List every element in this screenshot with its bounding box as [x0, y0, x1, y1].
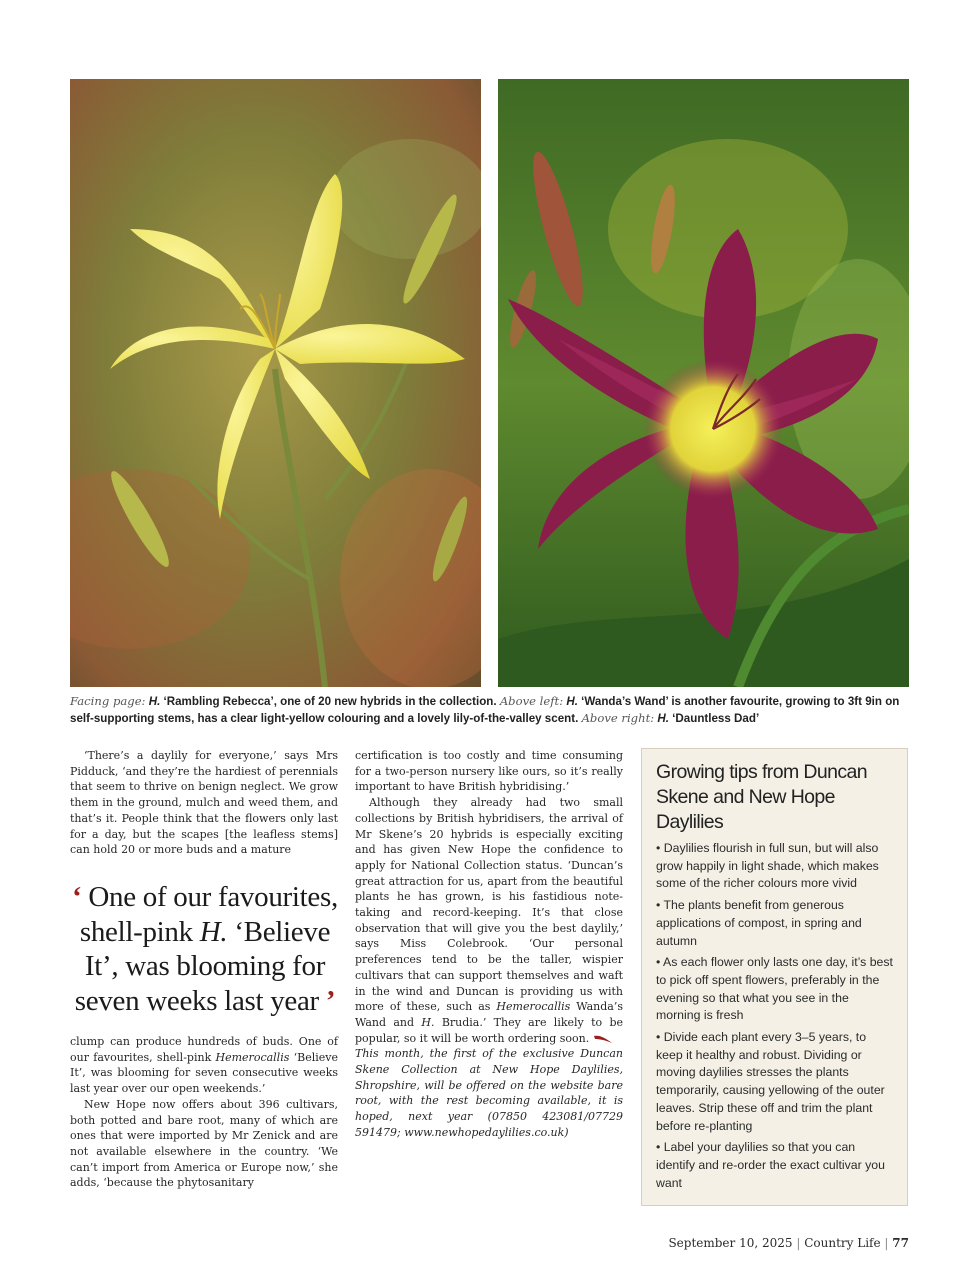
tip-item: • Label your daylilies so that you can identify and re-order the exact cultivar you want [656, 1140, 885, 1190]
article-column-1-bottom [70, 1034, 338, 1191]
tip-item: • Daylilies flourish in full sun, but will also grow happily in light shade, which makes some of the richer colours more vivid [656, 841, 879, 891]
close-quote-mark: ’ [325, 984, 336, 1017]
caption-text-facing-page: ‘Rambling Rebecca’, one of 20 new hybrids in the collection. [160, 695, 500, 708]
article-paragraph: ‘There’s a daylily for everyone,’ says Mrs Pidduck, ‘and they’re the hardiest of perennials that seem to thrive on benign neglect. We grow them in the ground, mulch and weed them, and that’s it. People think that the flowers only last for a day, but the scapes [the leafless stems] can hold 20 or more buds and a mature [70, 749, 338, 857]
yellow-daylily-illustration [70, 79, 481, 687]
caption-label-facing-page: Facing page: [70, 694, 146, 708]
text-run: ‘Believe It’, was blooming for seven consecutive weeks last year over our open weekends.’ [70, 1050, 339, 1096]
growing-tips-sidebar [641, 748, 908, 1206]
article-column-1-top [70, 748, 338, 858]
pull-quote-text-b: ‘Believe It’, was blooming for seven weeks last year [74, 915, 331, 1017]
magenta-daylily-illustration [498, 79, 909, 687]
pull-quote [64, 880, 346, 1018]
caption-text-above-left: ‘Wanda’s Wand’ is another favourite, growing to 3ft 9in on self-supporting stems, has a clear light-yellow colouring and a lovely lily-of-the-valley scent. [70, 695, 900, 725]
photo-yellow-daylily [70, 79, 481, 687]
tip-item: • As each flower only lasts one day, it’s best to pick off spent flowers, preferably in the evening so that what you see in the morning is fresh [656, 955, 893, 1023]
caption-genus: H. [148, 695, 161, 708]
page-footer [668, 1236, 909, 1250]
end-mark-icon [593, 1034, 613, 1044]
caption-genus: H. [657, 712, 669, 725]
pull-quote-genus: H. [199, 915, 228, 948]
article-paragraph: New Hope now offers about 396 cultivars, both potted and bare root, many of which are ones that were imported by Mr Zenick and are not available elsewhere in the country. ‘We can’t import from America or Europe now,’ she adds, ‘because the phytosanitary [70, 1097, 338, 1190]
page-number: 77 [892, 1236, 909, 1250]
text-run: Wanda’s Wand and [355, 1000, 624, 1029]
pull-quote-text-a: One of our favourites, shell-pink [79, 881, 338, 948]
text-run: clump can produce hundreds of buds. One of our favourites, shell-pink [70, 1035, 338, 1064]
text-run: Although they already had two small collections by British hybridisers, the arrival of Mr Skene’s 20 hybrids is especially exciting and has given New Hope the confidence to apply for National Collection status. ‘Duncan’s great attraction for us, apart from the beautiful plants he has grown, is his fastidious note-taking and record-keeping. It’s that close observation that will give you the best daylily,’ says Miss Colebrook. ‘Our personal preferences tend to be the taller, wispier cultivars that can support themselves and waft in the wind and Duncan is providing us with more of these, such as [355, 796, 623, 1014]
article-paragraph [355, 795, 623, 1046]
open-quote-mark: ‘ [72, 881, 82, 913]
article-note: This month, the first of the exclusive Duncan Skene Collection at New Hope Daylilies, Shropshire, will be offered on the website bare root, with the rest becoming available, it is hoped, next year (07850 423081/07729 591479; www.newhopedaylilies.co.uk) [355, 1047, 623, 1139]
text-run: Brudia.’ They are likely to be popular, so it will be worth ordering soon. [355, 1015, 624, 1045]
publication-name: Country Life [804, 1236, 881, 1250]
caption-genus: H. [566, 695, 578, 708]
caption-text-above-right: ‘Dauntless Dad’ [668, 712, 760, 725]
article-paragraph: certification is too costly and time consuming for a two-person nursery like ours, so it’s really important to have British hybridising.’ [355, 749, 623, 794]
tip-item: • Divide each plant every 3–5 years, to keep it healthy and robust. Dividing or moving daylilies stresses the plants temporarily, causing yellowing of the outer leaves. Strip these off and trim the plant before re-planting [656, 1030, 885, 1133]
caption-label-above-right: Above right: [581, 711, 655, 725]
footer-separator: | [796, 1236, 801, 1250]
article-column-2 [355, 748, 623, 1141]
genus-name: Hemerocallis [496, 1000, 571, 1014]
caption-label-above-left: Above left: [499, 694, 564, 708]
issue-date: September 10, 2025 [668, 1236, 793, 1250]
article-paragraph-continued [70, 1034, 338, 1097]
genus-name: Hemerocallis [215, 1050, 290, 1064]
sidebar-title: Growing tips from Duncan Skene and New Hope Daylilies [656, 761, 868, 833]
footer-separator: | [884, 1236, 889, 1250]
genus-name: H. [421, 1015, 435, 1029]
photo-magenta-daylily [498, 79, 909, 687]
photo-caption [70, 693, 915, 727]
tip-item: • The plants benefit from generous applications of compost, in spring and autumn [656, 898, 862, 948]
